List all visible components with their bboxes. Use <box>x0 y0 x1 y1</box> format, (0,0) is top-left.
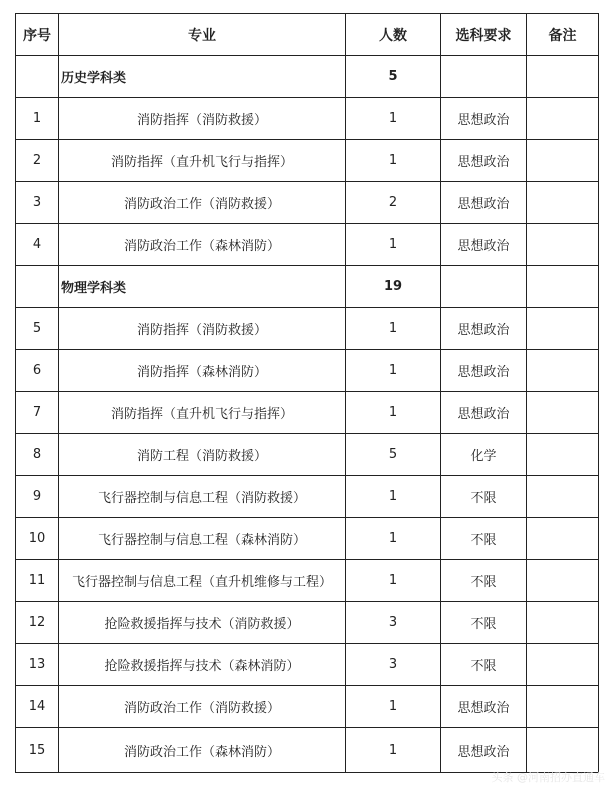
row-major: 抢险救援指挥与技术（森林消防） <box>59 644 346 686</box>
row-index: 6 <box>16 350 59 392</box>
row-index: 2 <box>16 140 59 182</box>
row-note <box>527 644 599 686</box>
table-row <box>16 350 599 392</box>
row-requirement: 思想政治 <box>441 224 527 266</box>
table-row <box>16 140 599 182</box>
row-count: 1 <box>346 350 441 392</box>
row-major: 消防指挥（直升机飞行与指挥） <box>59 140 346 182</box>
header-count: 人数 <box>346 14 441 56</box>
row-index: 15 <box>16 728 59 773</box>
row-index: 14 <box>16 686 59 728</box>
row-requirement: 不限 <box>441 476 527 518</box>
row-requirement: 思想政治 <box>441 140 527 182</box>
row-count: 1 <box>346 476 441 518</box>
row-count: 1 <box>346 518 441 560</box>
row-major: 飞行器控制与信息工程（直升机维修与工程） <box>59 560 346 602</box>
row-major: 飞行器控制与信息工程（森林消防） <box>59 518 346 560</box>
row-note <box>527 308 599 350</box>
row-major: 消防政治工作（消防救援） <box>59 686 346 728</box>
table-row <box>16 728 599 773</box>
row-note <box>527 602 599 644</box>
section-row <box>16 56 599 98</box>
row-count: 1 <box>346 98 441 140</box>
header-remarks: 备注 <box>527 14 599 56</box>
row-index: 13 <box>16 644 59 686</box>
row-requirement: 化学 <box>441 434 527 476</box>
table-row <box>16 434 599 476</box>
row-index: 12 <box>16 602 59 644</box>
row-index: 9 <box>16 476 59 518</box>
row-index: 3 <box>16 182 59 224</box>
section-count: 19 <box>346 266 441 308</box>
table-row <box>16 518 599 560</box>
row-index: 1 <box>16 98 59 140</box>
row-note <box>527 686 599 728</box>
row-major: 抢险救援指挥与技术（消防救援） <box>59 602 346 644</box>
header-row <box>16 14 599 56</box>
row-note <box>527 476 599 518</box>
row-note <box>527 728 599 773</box>
row-index: 4 <box>16 224 59 266</box>
row-index: 7 <box>16 392 59 434</box>
table-row <box>16 602 599 644</box>
header-subject-requirement: 选科要求 <box>441 14 527 56</box>
row-requirement: 思想政治 <box>441 728 527 773</box>
section-note <box>527 56 599 98</box>
header-major: 专业 <box>59 14 346 56</box>
table-row <box>16 98 599 140</box>
section-index <box>16 266 59 308</box>
row-index: 10 <box>16 518 59 560</box>
row-note <box>527 224 599 266</box>
row-note <box>527 560 599 602</box>
row-requirement: 不限 <box>441 518 527 560</box>
row-major: 消防指挥（直升机飞行与指挥） <box>59 392 346 434</box>
section-category: 历史学科类 <box>59 56 346 98</box>
row-count: 1 <box>346 728 441 773</box>
row-requirement: 思想政治 <box>441 308 527 350</box>
row-major: 飞行器控制与信息工程（消防救援） <box>59 476 346 518</box>
row-note <box>527 98 599 140</box>
row-requirement: 思想政治 <box>441 686 527 728</box>
row-requirement: 思想政治 <box>441 350 527 392</box>
table-row <box>16 182 599 224</box>
table-row <box>16 308 599 350</box>
row-requirement: 不限 <box>441 560 527 602</box>
row-requirement: 不限 <box>441 602 527 644</box>
table-row <box>16 560 599 602</box>
row-index: 8 <box>16 434 59 476</box>
row-note <box>527 350 599 392</box>
row-note <box>527 434 599 476</box>
row-count: 3 <box>346 644 441 686</box>
row-count: 1 <box>346 224 441 266</box>
row-index: 5 <box>16 308 59 350</box>
row-major: 消防政治工作（森林消防） <box>59 728 346 773</box>
table-body <box>16 56 599 773</box>
row-note <box>527 518 599 560</box>
row-count: 1 <box>346 686 441 728</box>
row-count: 5 <box>346 434 441 476</box>
enrollment-plan-table <box>15 13 599 773</box>
row-count: 1 <box>346 392 441 434</box>
row-major: 消防工程（消防救援） <box>59 434 346 476</box>
section-index <box>16 56 59 98</box>
row-count: 1 <box>346 560 441 602</box>
row-index: 11 <box>16 560 59 602</box>
row-requirement: 思想政治 <box>441 182 527 224</box>
row-requirement: 思想政治 <box>441 98 527 140</box>
watermark: 头条 @河南招办直通车 <box>491 771 605 784</box>
table-row <box>16 476 599 518</box>
row-count: 1 <box>346 308 441 350</box>
row-requirement: 不限 <box>441 644 527 686</box>
row-count: 3 <box>346 602 441 644</box>
header-index: 序号 <box>16 14 59 56</box>
table-row <box>16 224 599 266</box>
section-requirement <box>441 56 527 98</box>
section-category: 物理学科类 <box>59 266 346 308</box>
section-note <box>527 266 599 308</box>
section-requirement <box>441 266 527 308</box>
row-note <box>527 140 599 182</box>
row-major: 消防指挥（森林消防） <box>59 350 346 392</box>
row-major: 消防指挥（消防救援） <box>59 98 346 140</box>
row-major: 消防指挥（消防救援） <box>59 308 346 350</box>
row-note <box>527 182 599 224</box>
table-row <box>16 686 599 728</box>
row-count: 1 <box>346 140 441 182</box>
section-row <box>16 266 599 308</box>
row-count: 2 <box>346 182 441 224</box>
row-major: 消防政治工作（消防救援） <box>59 182 346 224</box>
row-note <box>527 392 599 434</box>
table-row <box>16 644 599 686</box>
section-count: 5 <box>346 56 441 98</box>
table-row <box>16 392 599 434</box>
row-major: 消防政治工作（森林消防） <box>59 224 346 266</box>
row-requirement: 思想政治 <box>441 392 527 434</box>
